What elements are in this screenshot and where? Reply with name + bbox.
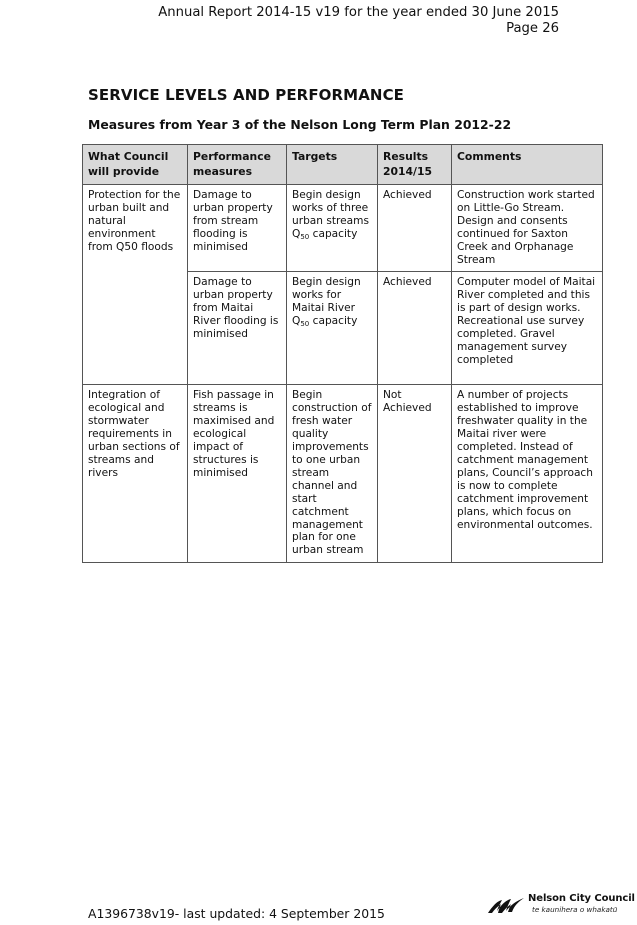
section-subtitle: Measures from Year 3 of the Nelson Long Term Plan 2012-22: [88, 117, 512, 132]
performance-table: [82, 144, 603, 563]
target-tail: capacity: [309, 315, 358, 328]
table-header-row: [83, 145, 603, 185]
cell-result: Achieved: [378, 185, 452, 272]
target-text: Begin design works of three urban streams Q: [292, 189, 370, 240]
col-header-provide: What Council will provide: [83, 145, 188, 185]
council-name: Nelson City Council: [528, 893, 635, 904]
cell-measure: Damage to urban property from stream flooding is minimised: [188, 185, 287, 272]
col-header-measures: Performance measures: [188, 145, 287, 185]
target-subscript: 50: [300, 232, 310, 241]
col-header-results: Results 2014/15: [378, 145, 452, 185]
table-row: [83, 385, 603, 563]
cell-result: Not Achieved: [378, 385, 452, 563]
page-header: [158, 5, 559, 37]
council-logo-icon: [486, 894, 528, 916]
col-header-targets: Targets: [287, 145, 378, 185]
document-id: A1396738v19- last updated: 4 September 2015: [88, 906, 385, 921]
cell-target: Begin construction of fresh water quality improvements to one urban stream channel and start catchment management plan for one urban stream: [287, 385, 378, 563]
cell-provide: Protection for the urban built and natural environment from Q50 floods: [83, 185, 188, 385]
cell-measure: Damage to urban property from Maitai River flooding is minimised: [188, 272, 287, 385]
council-logo: [486, 892, 635, 918]
cell-target: [287, 272, 378, 385]
cell-provide: Integration of ecological and stormwater requirements in urban sections of streams and rivers: [83, 385, 188, 563]
target-tail: capacity: [309, 227, 358, 240]
section-title: SERVICE LEVELS AND PERFORMANCE: [88, 86, 405, 104]
cell-comment: A number of projects established to improve freshwater quality in the Maitai river were completed. Instead of catchment management plans, Council’s approach is now to complete catchment improvement plans, which focus on environmental outcomes.: [452, 385, 603, 563]
target-text: Begin design works for Maitai River Q: [292, 276, 361, 328]
target-subscript: 50: [300, 320, 310, 329]
cell-comment: Computer model of Maitai River completed and this is part of design works. Recreational use survey completed. Gravel management survey completed: [452, 272, 603, 385]
cell-result: Achieved: [378, 272, 452, 385]
council-tagline: te kaunihera o whakatū: [532, 905, 618, 914]
cell-target: [287, 185, 378, 272]
table-row: [83, 185, 603, 272]
page-number: Page 26: [506, 21, 559, 36]
col-header-comments: Comments: [452, 145, 603, 185]
report-title-line: Annual Report 2014-15 v19 for the year ended 30 June 2015: [158, 5, 559, 20]
cell-measure: Fish passage in streams is maximised and ecological impact of structures is minimised: [188, 385, 287, 563]
cell-comment: Construction work started on Little-Go Stream. Design and consents continued for Saxton Creek and Orphanage Stream: [452, 185, 603, 272]
